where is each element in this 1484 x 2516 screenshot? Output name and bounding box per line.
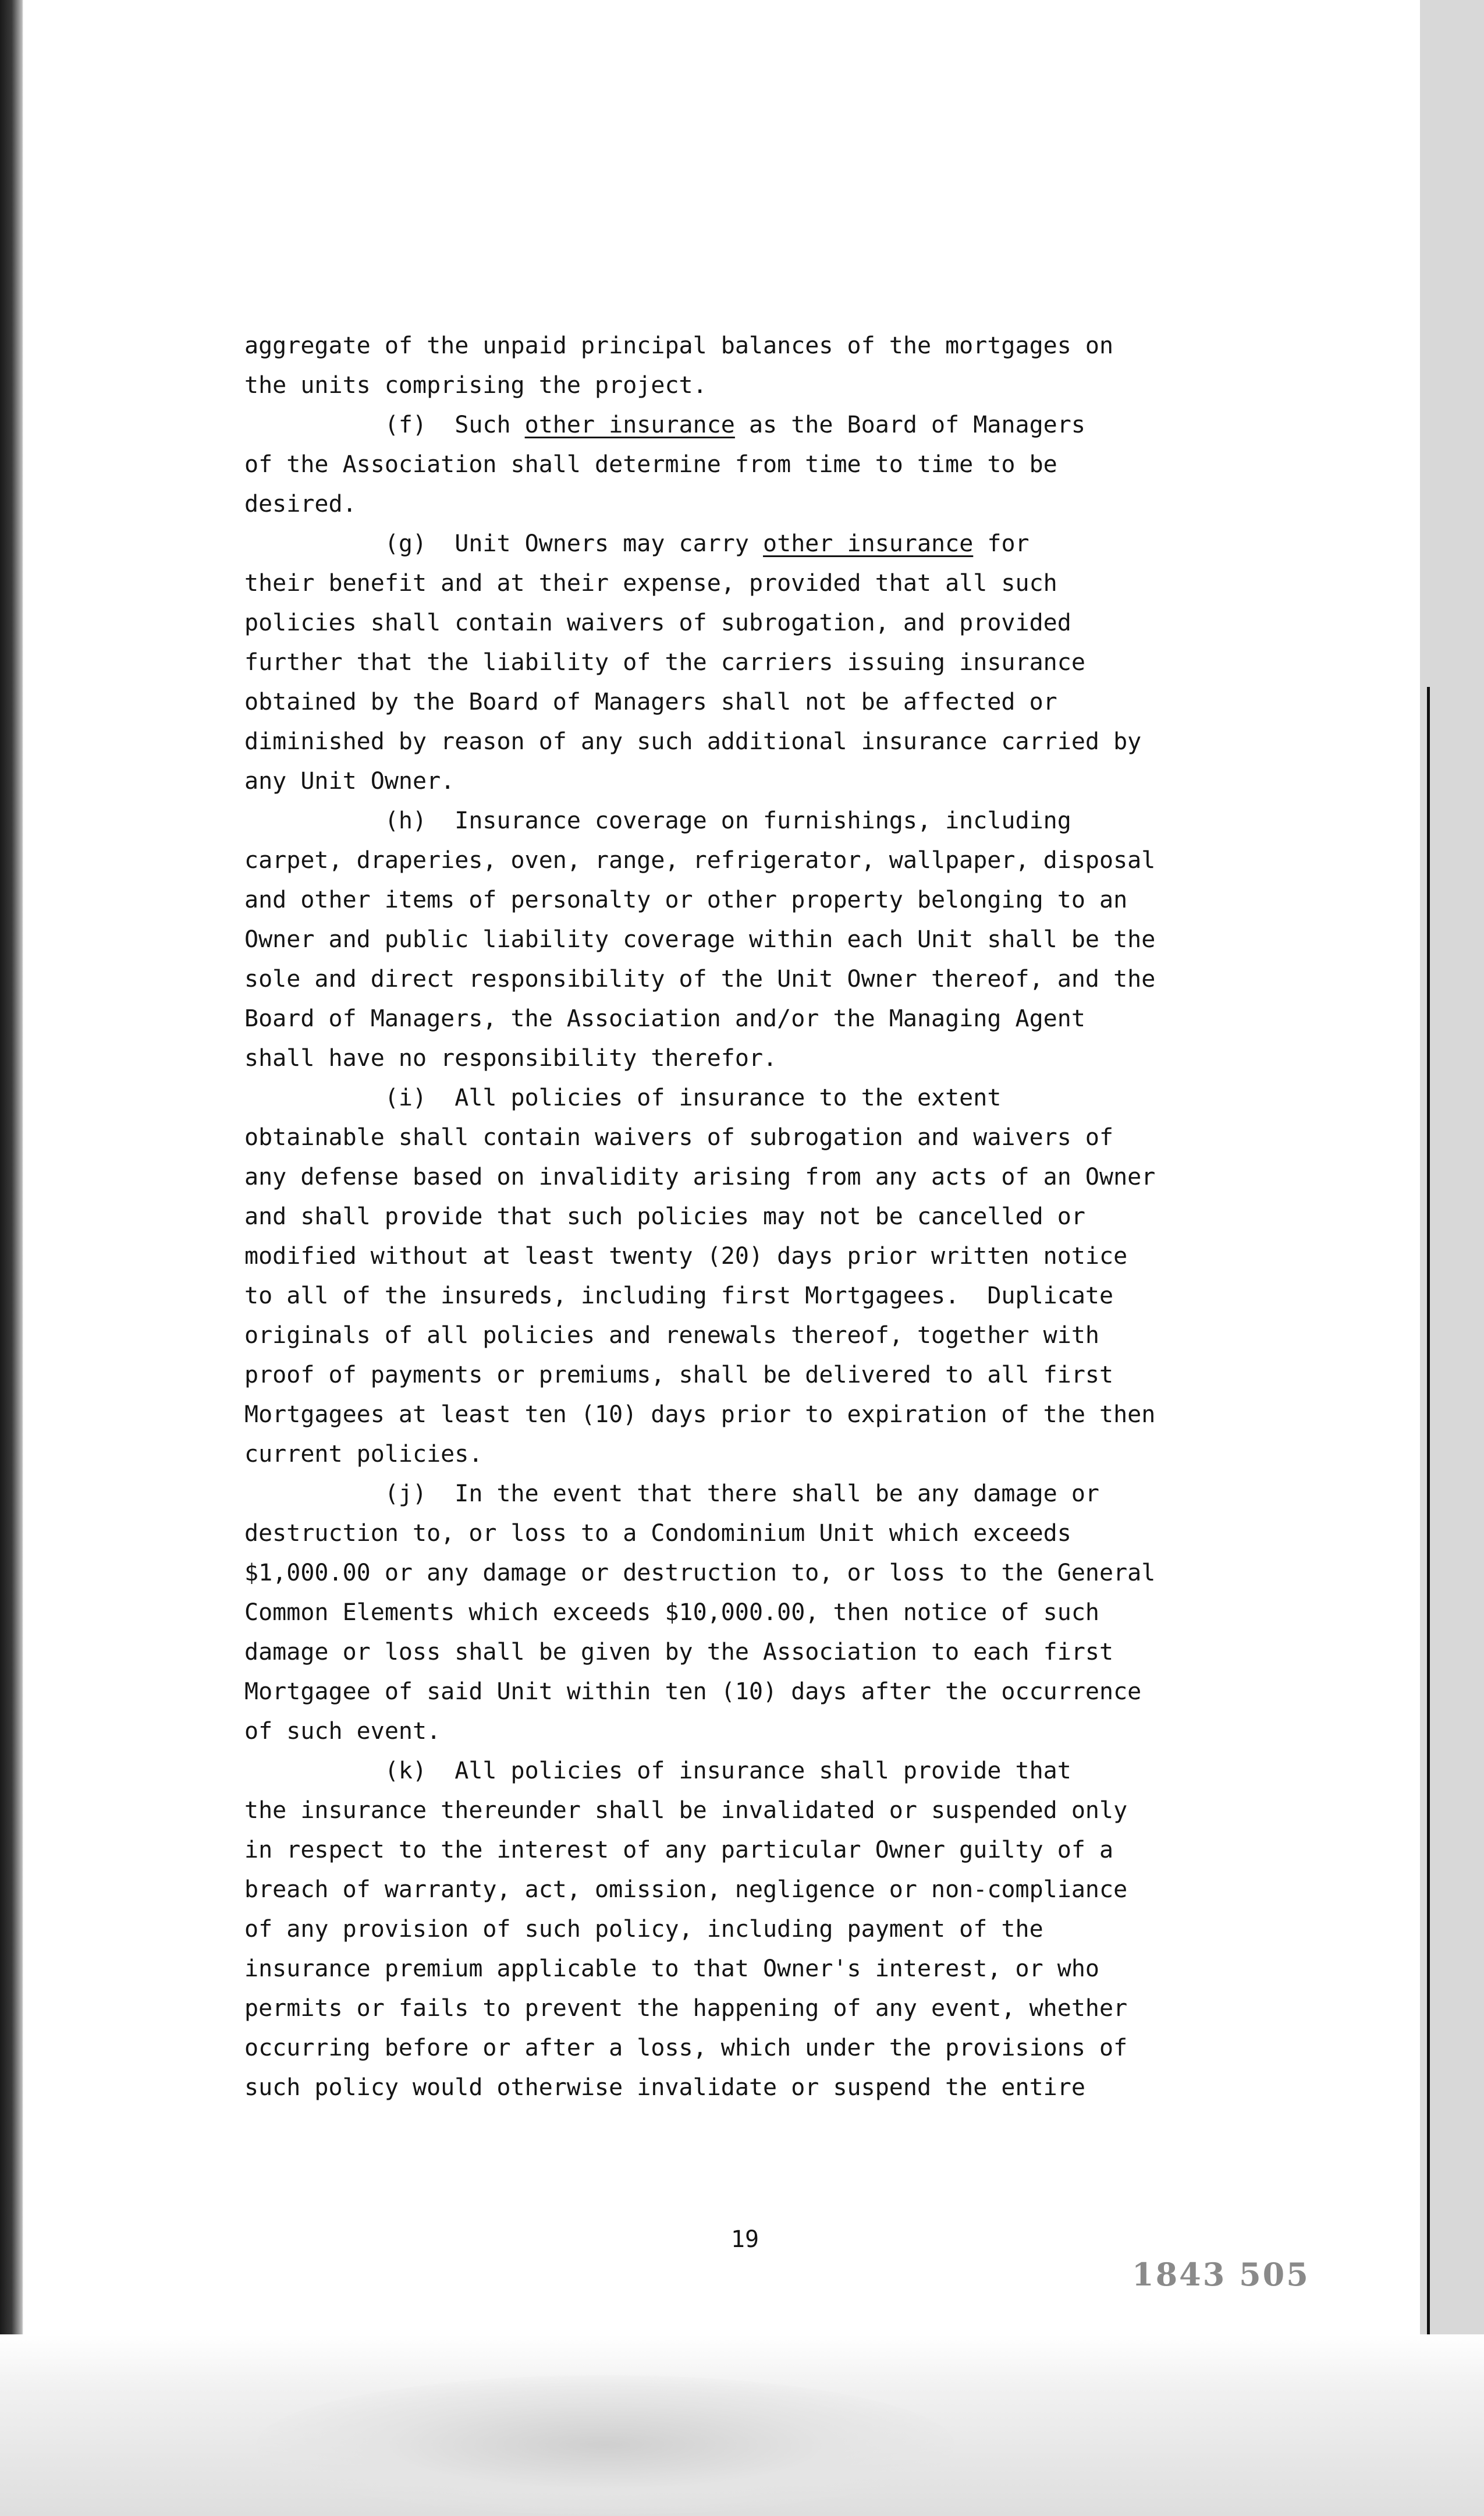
text-line: current policies. — [244, 1441, 483, 1468]
text-line: further that the liability of the carriers issuing insurance — [244, 649, 1085, 676]
text-line: insurance premium applicable to that Owner's interest, or who — [244, 1955, 1100, 1982]
text-line: and shall provide that such policies may not be cancelled or — [244, 1203, 1085, 1230]
text-line: $1,000.00 or any damage or destruction to, or loss to the General — [244, 1560, 1156, 1586]
text-line: to all of the insureds, including first Mortgagees. Duplicate — [244, 1282, 1114, 1309]
text-line: sole and direct responsibility of the Unit Owner thereof, and the — [244, 966, 1156, 993]
text-line: (g) Unit Owners may carry other insurance for — [244, 530, 1029, 557]
text-line: shall have no responsibility therefor. — [244, 1045, 777, 1072]
text-line: carpet, draperies, oven, range, refrigerator, wallpaper, disposal — [244, 847, 1156, 874]
scan-smudge — [256, 2375, 954, 2515]
text-line: (k) All policies of insurance shall provide that — [244, 1757, 1071, 1784]
text-line: (i) All policies of insurance to the extent — [244, 1085, 1002, 1111]
text-line: occurring before or after a loss, which under the provisions of — [244, 2035, 1128, 2061]
scan-right-rule — [1427, 687, 1430, 2340]
text-line: aggregate of the unpaid principal balances of the mortgages on — [244, 332, 1114, 359]
text-line: originals of all policies and renewals thereof, together with — [244, 1322, 1100, 1349]
text-line: Common Elements which exceeds $10,000.00, then notice of such — [244, 1599, 1100, 1626]
text-line: (j) In the event that there shall be any damage or — [244, 1480, 1100, 1507]
underlined-phrase: other insurance — [524, 412, 735, 438]
text-line: and other items of personalty or other property belonging to an — [244, 887, 1128, 913]
text-line: any Unit Owner. — [244, 768, 455, 795]
text-line: Owner and public liability coverage within each Unit shall be the — [244, 926, 1156, 953]
text-line: of the Association shall determine from time to time to be — [244, 451, 1057, 478]
text-line: obtained by the Board of Managers shall not be affected or — [244, 689, 1057, 715]
recording-stamp: 1843 505 — [1132, 2256, 1310, 2293]
text-line: proof of payments or premiums, shall be delivered to all first — [244, 1362, 1114, 1388]
text-line: (f) Such other insurance as the Board of Managers — [244, 412, 1085, 438]
text-line: Mortgagee of said Unit within ten (10) days after the occurrence — [244, 1678, 1142, 1705]
text-line: breach of warranty, act, omission, negligence or non-compliance — [244, 1876, 1128, 1903]
scan-left-edge — [0, 0, 23, 2516]
text-line: diminished by reason of any such additional insurance carried by — [244, 728, 1142, 755]
text-line: any defense based on invalidity arising from any acts of an Owner — [244, 1164, 1156, 1190]
text-line: of any provision of such policy, including payment of the — [244, 1916, 1043, 1943]
text-line: modified without at least twenty (20) days prior written notice — [244, 1243, 1128, 1270]
text-line: the insurance thereunder shall be invalidated or suspended only — [244, 1797, 1128, 1824]
text-line: damage or loss shall be given by the Association to each first — [244, 1639, 1114, 1665]
text-line: policies shall contain waivers of subrogation, and provided — [244, 609, 1071, 636]
text-line: their benefit and at their expense, provided that all such — [244, 570, 1057, 597]
text-line: Board of Managers, the Association and/or the Managing Agent — [244, 1005, 1085, 1032]
underlined-phrase: other insurance — [763, 530, 974, 557]
text-line: (h) Insurance coverage on furnishings, including — [244, 807, 1071, 834]
text-line: obtainable shall contain waivers of subrogation and waivers of — [244, 1124, 1114, 1151]
page-number: 19 — [730, 2226, 759, 2253]
text-line: such policy would otherwise invalidate or suspend the entire — [244, 2074, 1085, 2101]
text-line: of such event. — [244, 1718, 441, 1745]
text-line: destruction to, or loss to a Condominium Unit which exceeds — [244, 1520, 1071, 1547]
text-line: the units comprising the project. — [244, 372, 707, 399]
text-line: desired. — [244, 491, 357, 518]
text-line: Mortgagees at least ten (10) days prior to expiration of the then — [244, 1401, 1156, 1428]
text-line: permits or fails to prevent the happening of any event, whether — [244, 1995, 1128, 2022]
text-line: in respect to the interest of any particular Owner guilty of a — [244, 1837, 1114, 1863]
body-text — [244, 326, 1280, 2107]
